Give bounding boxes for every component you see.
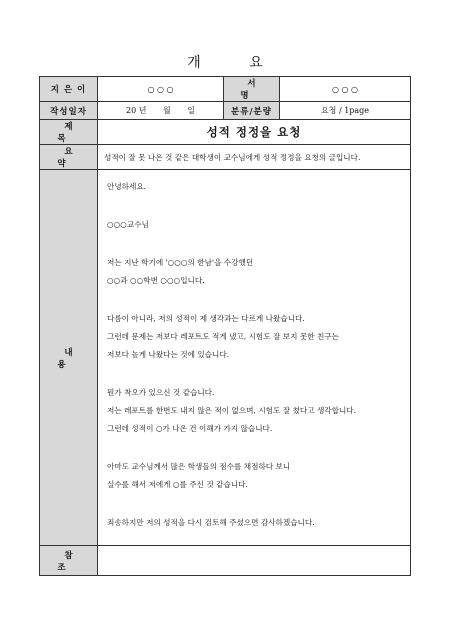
- date-value: [98, 102, 224, 120]
- title-label: 제 목: [40, 120, 98, 145]
- content-line: ○○○교수님: [107, 220, 149, 229]
- category-label: 분류/분량: [224, 102, 280, 120]
- date-month: 월: [162, 106, 171, 115]
- content-line: 그런데 성적이 ○가 나온 건 이해가 가지 않습니다.: [107, 424, 273, 433]
- signature-label: 서 명: [224, 77, 280, 102]
- content-line: 저는 레포트를 한번도 내지 않은 적이 없으며, 시험도 잘 쳤다고 생각합니다.: [107, 406, 357, 415]
- overview-table: [39, 76, 411, 576]
- summary-value: 성적이 잘 못 나온 것 같은 대학생이 교수님에게 성적 정정을 요청의 글입니다.: [98, 145, 411, 170]
- content-line: 실수를 해서 저에게 ○를 주신 것 같습니다.: [107, 480, 248, 489]
- date-year: 20 년: [125, 106, 147, 115]
- date-day: 일: [187, 106, 195, 115]
- page-title: 개 요: [187, 55, 285, 71]
- content-line: 저는 지난 학기에 '○○○의 한남'을 수강했던: [107, 258, 254, 267]
- content-line: 저보다 높게 나왔다는 것에 있습니다.: [107, 350, 230, 359]
- author-label: 지 은 이: [40, 77, 98, 102]
- content-label: 내 용: [40, 170, 98, 546]
- date-label: 작성일자: [40, 102, 98, 120]
- content-line: 다름이 아니라, 저의 성적이 제 생각과는 다르게 나왔습니다.: [107, 314, 305, 323]
- content-line: 아마도 교수님께서 많은 학생들의 점수를 채점하다 보니: [107, 462, 291, 471]
- content-line: 죄송하지만 저의 성적을 다시 검토해 주셨으면 감사하겠습니다.: [107, 518, 315, 527]
- author-value: ○ ○ ○: [98, 77, 224, 102]
- summary-label: 요 약: [40, 145, 98, 170]
- content-line: 안녕하세요.: [107, 182, 147, 191]
- content-body: [98, 170, 411, 546]
- signature-value: ○ ○ ○: [280, 77, 411, 102]
- reference-value: [98, 546, 411, 576]
- content-line: 뭔가 착오가 있으신 것 같습니다.: [107, 388, 215, 397]
- content-line: 그런데 문제는 저보다 레포트도 적게 냈고, 시험도 잘 보지 못한 친구는: [107, 332, 339, 341]
- reference-label: 참 조: [40, 546, 98, 576]
- content-line: ○○과 ○○학번 ○○○입니다.: [107, 276, 205, 285]
- category-value: 요청 / 1page: [280, 102, 411, 120]
- title-value: 성적 정정을 요청: [98, 120, 411, 145]
